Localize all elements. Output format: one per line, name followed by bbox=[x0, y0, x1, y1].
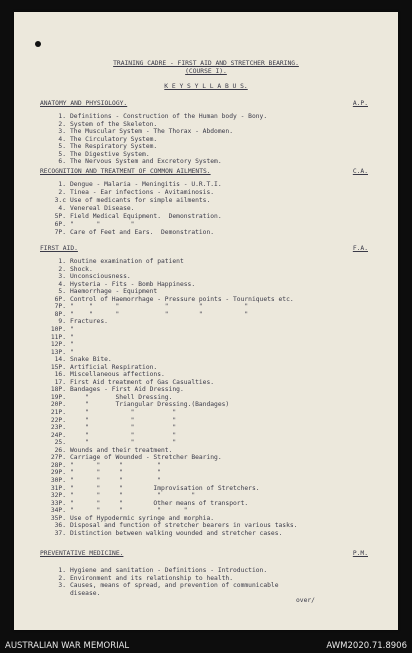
syllabus-item bbox=[44, 394, 172, 401]
item-text: Carriage of Wounded - Stretcher Bearing. bbox=[70, 454, 222, 462]
syllabus-item bbox=[44, 273, 131, 280]
item-text: " " " bbox=[70, 439, 177, 447]
syllabus-item bbox=[44, 567, 267, 574]
syllabus-item bbox=[44, 326, 74, 333]
syllabus-item bbox=[44, 409, 176, 416]
syllabus-item bbox=[44, 462, 161, 469]
item-text: Hysteria - Fits - Bomb Happiness. bbox=[70, 280, 196, 288]
item-number: 31P. bbox=[50, 484, 66, 492]
item-number: 4. bbox=[58, 205, 66, 212]
syllabus-item bbox=[44, 522, 297, 529]
item-text: The Respiratory System. bbox=[70, 143, 158, 150]
syllabus-item bbox=[44, 401, 229, 408]
syllabus-item bbox=[44, 205, 134, 212]
item-number: 33P. bbox=[50, 499, 66, 507]
item-number: 6P. bbox=[54, 295, 66, 303]
syllabus-item bbox=[44, 477, 161, 484]
syllabus-item bbox=[44, 575, 233, 582]
item-text: Care of Feet and Ears. Demonstration. bbox=[70, 229, 215, 236]
item-text: Shock. bbox=[70, 265, 93, 273]
syllabus-item bbox=[44, 349, 74, 356]
item-text: " " " " " " bbox=[70, 310, 249, 318]
item-text: Haemorrhage - Equipment bbox=[70, 288, 158, 296]
syllabus-item bbox=[44, 121, 157, 128]
item-number: 2. bbox=[58, 189, 66, 196]
syllabus-item bbox=[44, 386, 184, 393]
syllabus-item bbox=[44, 500, 248, 507]
syllabus-item bbox=[44, 454, 222, 461]
item-text: First Aid treatment of Gas Casualties. bbox=[70, 378, 215, 386]
item-number: 4. bbox=[58, 280, 66, 288]
section-heading bbox=[40, 168, 368, 175]
item-number: 22P. bbox=[50, 416, 66, 424]
item-number: 34P. bbox=[50, 507, 66, 515]
item-text: " " " " bbox=[70, 469, 161, 477]
item-number: 29P. bbox=[50, 469, 66, 477]
syllabus-item bbox=[44, 158, 222, 165]
syllabus-item bbox=[44, 515, 214, 522]
syllabus-item bbox=[44, 303, 248, 310]
item-number: 17. bbox=[54, 378, 66, 386]
syllabus-item bbox=[44, 356, 112, 363]
item-text: " bbox=[70, 341, 74, 349]
item-number: 3. bbox=[58, 273, 66, 281]
syllabus-item bbox=[44, 417, 176, 424]
section-title: PREVENTATIVE MEDICINE. bbox=[40, 550, 124, 557]
item-number: 1. bbox=[58, 567, 66, 574]
item-text: disease. bbox=[70, 589, 101, 597]
section-abbreviation: C.A. bbox=[352, 168, 368, 175]
syllabus-item bbox=[44, 582, 279, 589]
item-text: The Nervous System and Excretory System. bbox=[70, 158, 222, 165]
item-text: " " " " bbox=[70, 461, 161, 469]
item-number: 1. bbox=[58, 181, 66, 188]
syllabus-item bbox=[44, 341, 74, 348]
item-text: Venereal Disease. bbox=[70, 205, 135, 212]
item-number: 20P. bbox=[50, 401, 66, 409]
item-number: 37. bbox=[54, 529, 66, 537]
item-text: Control of Haemorrhage - Pressure points - Tourniquets etc. bbox=[70, 295, 294, 303]
item-text: " bbox=[70, 348, 74, 356]
item-number: 3.c bbox=[54, 197, 66, 204]
syllabus-item bbox=[44, 128, 233, 135]
item-text: Environment and its relationship to health. bbox=[70, 574, 234, 582]
item-text: The Muscular System - The Thorax - Abdomen. bbox=[70, 128, 234, 135]
document-page bbox=[14, 12, 398, 630]
item-number: 9. bbox=[58, 318, 66, 326]
item-text: " " " bbox=[70, 424, 177, 432]
item-number: 32P. bbox=[50, 492, 66, 499]
section-abbreviation: A.P. bbox=[352, 100, 368, 107]
section-heading bbox=[40, 550, 368, 557]
item-text: Bandages - First Aid Dressing. bbox=[70, 386, 184, 394]
item-text: Fractures. bbox=[70, 318, 108, 326]
item-number: 13P. bbox=[50, 348, 66, 356]
item-number: 12P. bbox=[50, 341, 66, 349]
item-number: 24P. bbox=[50, 431, 66, 439]
document-subtitle: (COURSE I). bbox=[185, 68, 227, 75]
syllabus-item bbox=[44, 213, 222, 220]
syllabus-item bbox=[44, 432, 176, 439]
syllabus-item bbox=[44, 288, 157, 295]
syllabus-item bbox=[44, 590, 100, 597]
syllabus-item bbox=[44, 485, 260, 492]
syllabus-item bbox=[44, 229, 214, 236]
item-text: Artificial Respiration. bbox=[70, 363, 158, 371]
item-number: 26. bbox=[54, 446, 66, 454]
item-number: 19P. bbox=[50, 393, 66, 401]
item-text: Routine examination of patient bbox=[70, 258, 184, 265]
item-number: 23P. bbox=[50, 424, 66, 432]
item-number: 18P. bbox=[50, 386, 66, 394]
item-number: 3. bbox=[58, 128, 66, 135]
item-text: Distinction between walking wounded and stretcher cases. bbox=[70, 529, 283, 537]
item-number: 35P. bbox=[50, 514, 66, 522]
item-number: 1. bbox=[58, 258, 66, 265]
syllabus-item bbox=[44, 469, 161, 476]
item-number: 28P. bbox=[50, 461, 66, 469]
syllabus-heading: K E Y S Y L L A B U S. bbox=[164, 83, 248, 90]
item-number: 3. bbox=[58, 582, 66, 589]
section-abbreviation: F.A. bbox=[352, 245, 368, 252]
item-text: Wounds and their treatment. bbox=[70, 446, 173, 454]
item-text: Tinea - Ear infections - Avitaminosis. bbox=[70, 189, 215, 196]
syllabus-item bbox=[44, 530, 282, 537]
syllabus-item bbox=[44, 371, 165, 378]
item-number: 5. bbox=[58, 288, 66, 296]
syllabus-item bbox=[44, 311, 248, 318]
document-title: TRAINING CADRE - FIRST AID AND STRETCHER BEARING. bbox=[113, 60, 299, 67]
syllabus-item bbox=[44, 258, 184, 265]
item-text: " " " " " " bbox=[70, 303, 249, 311]
over-note: over/ bbox=[296, 597, 315, 604]
syllabus-item bbox=[44, 266, 93, 273]
item-text: " " " bbox=[70, 431, 177, 439]
item-text: " Triangular Dressing.(Bandages) bbox=[70, 401, 230, 409]
section-abbreviation: P.M. bbox=[352, 550, 368, 557]
item-number: 8P. bbox=[54, 310, 66, 318]
item-number: 25. bbox=[54, 439, 66, 447]
syllabus-item bbox=[44, 181, 222, 188]
footer-accession-number: AWM2020.71.8906 bbox=[326, 641, 407, 651]
section-heading bbox=[40, 245, 368, 252]
item-text: " " " " bbox=[70, 476, 161, 484]
item-text: Disposal and function of stretcher bearers in various tasks. bbox=[70, 522, 298, 530]
syllabus-item bbox=[44, 296, 294, 303]
footer-bar bbox=[0, 638, 412, 653]
item-text: " bbox=[70, 333, 74, 341]
item-number: 4. bbox=[58, 135, 66, 143]
item-number: 7P. bbox=[54, 229, 66, 236]
item-text: " " " bbox=[70, 409, 177, 416]
item-number: 27P. bbox=[50, 454, 66, 462]
section-title: FIRST AID. bbox=[40, 245, 78, 252]
item-text: " bbox=[70, 325, 74, 333]
item-number: 6P. bbox=[54, 221, 66, 228]
syllabus-item bbox=[44, 507, 188, 514]
item-number: 6. bbox=[58, 158, 66, 165]
item-number: 1. bbox=[58, 113, 66, 120]
punch-hole bbox=[35, 41, 41, 47]
syllabus-item bbox=[44, 189, 214, 196]
syllabus-item bbox=[44, 424, 176, 431]
item-text: Unconsciousness. bbox=[70, 273, 131, 281]
item-text: Use of medicants for simple ailments. bbox=[70, 197, 211, 204]
item-number: 5P. bbox=[54, 213, 66, 220]
footer-credit: AUSTRALIAN WAR MEMORIAL bbox=[5, 641, 130, 651]
syllabus-item bbox=[44, 143, 157, 150]
item-text: Definitions - Construction of the Human body - Bony. bbox=[70, 113, 268, 120]
item-number: 16. bbox=[54, 371, 66, 379]
syllabus-item bbox=[44, 447, 172, 454]
section-heading bbox=[40, 100, 368, 107]
item-text: " " " bbox=[70, 221, 135, 228]
syllabus-item bbox=[44, 334, 74, 341]
item-text: Field Medical Equipment. Demonstration. bbox=[70, 213, 222, 220]
item-number: 7P. bbox=[54, 303, 66, 311]
syllabus-item bbox=[44, 318, 108, 325]
item-text: Causes, means of spread, and prevention of communicable bbox=[70, 582, 279, 589]
syllabus-item bbox=[44, 151, 150, 158]
item-number: 5. bbox=[58, 143, 66, 150]
item-number: 30P. bbox=[50, 476, 66, 484]
item-number: 36. bbox=[54, 522, 66, 530]
item-number: 2. bbox=[58, 265, 66, 273]
item-text: " " " bbox=[70, 416, 177, 424]
syllabus-item bbox=[44, 197, 210, 204]
item-text: Hygiene and sanitation - Definitions - Introduction. bbox=[70, 567, 268, 574]
item-text: System of the Skeleton. bbox=[70, 120, 158, 128]
syllabus-item bbox=[44, 113, 267, 120]
syllabus-item bbox=[44, 364, 157, 371]
item-text: " " " " " bbox=[70, 492, 196, 499]
section-title: ANATOMY AND PHYSIOLOGY. bbox=[40, 100, 128, 107]
item-number: 15P. bbox=[50, 363, 66, 371]
item-number: 14. bbox=[54, 356, 66, 364]
item-text: " " " Other means of transport. bbox=[70, 499, 249, 507]
syllabus-item bbox=[44, 136, 157, 143]
section-title: RECOGNITION AND TREATMENT OF COMMON AILMENTS. bbox=[40, 168, 211, 175]
item-text: " Shell Dressing. bbox=[70, 393, 173, 401]
item-text: Snake Bite. bbox=[70, 356, 112, 364]
item-text: The Circulatory System. bbox=[70, 135, 158, 143]
item-number: 2. bbox=[58, 574, 66, 582]
syllabus-item bbox=[44, 439, 176, 446]
item-text: The Digestive System. bbox=[70, 150, 150, 158]
item-text: " " " Improvisation of Stretchers. bbox=[70, 484, 260, 492]
syllabus-item bbox=[44, 492, 195, 499]
item-text: " " " " " bbox=[70, 507, 188, 515]
item-text: Dengue - Malaria - Meningitis - U.R.T.I. bbox=[70, 181, 222, 188]
item-number: 2. bbox=[58, 120, 66, 128]
item-number: 11P. bbox=[50, 333, 66, 341]
item-text: Use of Hypodermic syringe and morphia. bbox=[70, 514, 215, 522]
syllabus-item bbox=[44, 379, 214, 386]
syllabus-item bbox=[44, 221, 134, 228]
item-number: 5. bbox=[58, 150, 66, 158]
item-number: 21P. bbox=[50, 409, 66, 416]
item-number: 10P. bbox=[50, 325, 66, 333]
item-text: Miscellaneous affections. bbox=[70, 371, 165, 379]
syllabus-item bbox=[44, 281, 195, 288]
